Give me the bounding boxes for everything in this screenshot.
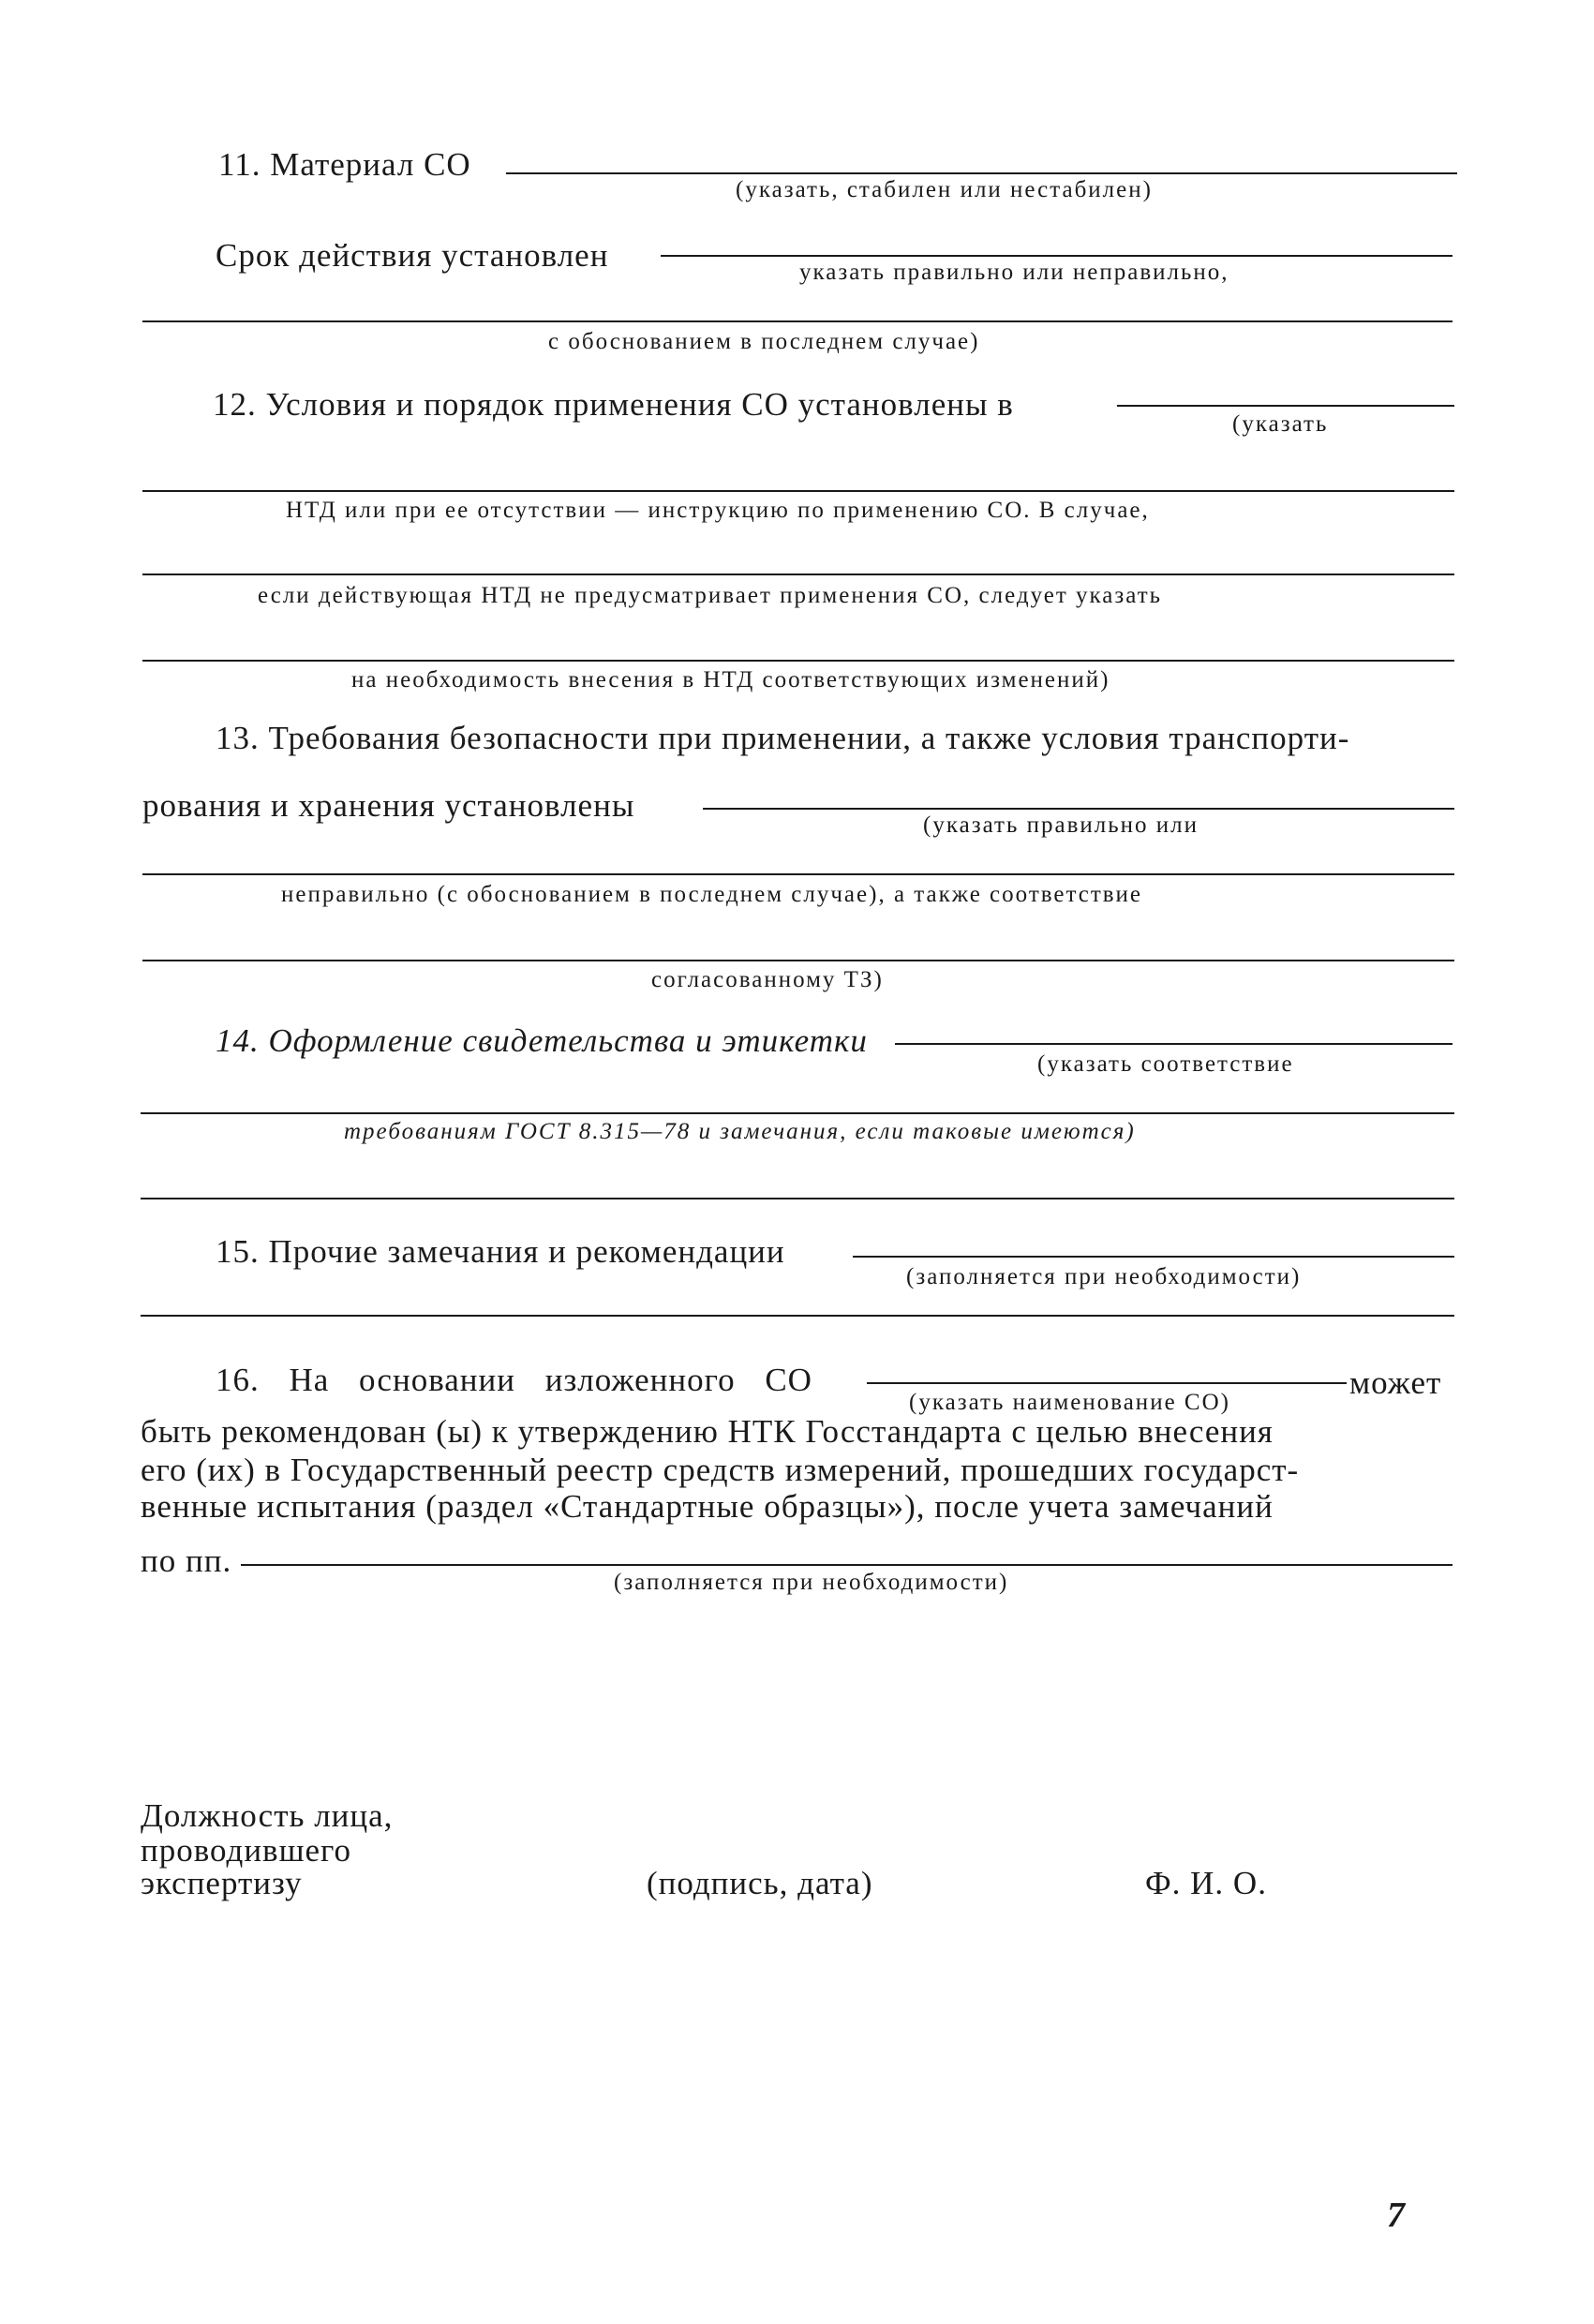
s13-hint3: согласованному ТЗ) bbox=[651, 967, 884, 992]
s12-fill-line-4[interactable] bbox=[142, 660, 1454, 662]
s11-term-lead: Срок действия установлен bbox=[216, 237, 609, 274]
s11-lead: 11. Материал СО bbox=[218, 146, 471, 183]
s16-pp-hint: (заполняется при необходимости) bbox=[614, 1570, 1009, 1595]
s15-hint: (заполняется при необходимости) bbox=[906, 1264, 1302, 1289]
s12-lead: 12. Условия и порядок применения СО установлены в bbox=[213, 386, 1014, 423]
signature-sign-date: (подпись, дата) bbox=[647, 1865, 873, 1901]
s16-pp-lead: по пп. bbox=[141, 1542, 232, 1579]
s16-tail: может bbox=[1349, 1364, 1442, 1401]
s14-fill-line-3[interactable] bbox=[141, 1198, 1454, 1199]
s15-fill-line[interactable] bbox=[853, 1256, 1454, 1258]
s16-body2: его (их) в Государственный реестр средств измерений, прошедших государст- bbox=[141, 1452, 1300, 1488]
s12-hint4: на необходимость внесения в НТД соответствующих изменений) bbox=[351, 667, 1110, 693]
signature-fio: Ф. И. О. bbox=[1145, 1865, 1267, 1901]
s16-body1: быть рекомендован (ы) к утверждению НТК Госстандарта с целью внесения bbox=[141, 1413, 1274, 1450]
s12-hint1: (указать bbox=[1232, 411, 1329, 437]
s12-hint3: если действующая НТД не предусматривает применения СО, следует указать bbox=[258, 583, 1163, 608]
s11-term-hint2: с обоснованием в последнем случае) bbox=[548, 329, 980, 354]
s15-fill-line-2[interactable] bbox=[141, 1315, 1454, 1317]
s14-fill-line-2[interactable] bbox=[141, 1112, 1454, 1114]
s12-fill-line[interactable] bbox=[1117, 405, 1454, 407]
s14-lead: 14. Оформление свидетельства и этикетки bbox=[216, 1022, 868, 1059]
s15-lead: 15. Прочие замечания и рекомендации bbox=[216, 1233, 785, 1270]
signature-position-line1: Должность лица, bbox=[141, 1797, 394, 1834]
s13-fill-line-2[interactable] bbox=[142, 873, 1454, 875]
s12-fill-line-2[interactable] bbox=[142, 490, 1454, 492]
s16-hint: (указать наименование СО) bbox=[909, 1390, 1230, 1415]
s16-fill-line[interactable] bbox=[867, 1382, 1347, 1384]
s13-hint1: (указать правильно или bbox=[923, 812, 1199, 838]
s16-lead: 16. На основании изложенного СО bbox=[216, 1362, 812, 1398]
s13-line2: рования и хранения установлены bbox=[142, 787, 635, 824]
s13-hint2: неправильно (с обоснованием в последнем случае), а также соответствие bbox=[281, 882, 1143, 907]
s13-fill-line-3[interactable] bbox=[142, 960, 1454, 961]
s11-term-fill-line-2[interactable] bbox=[142, 320, 1452, 322]
s16-pp-fill-line[interactable] bbox=[241, 1564, 1452, 1566]
s11-hint: (указать, стабилен или нестабилен) bbox=[736, 177, 1153, 202]
s11-fill-line[interactable] bbox=[506, 172, 1457, 174]
s12-hint2: НТД или при ее отсутствии — инструкцию по применению СО. В случае, bbox=[286, 498, 1150, 523]
signature-position-line3: экспертизу bbox=[141, 1865, 303, 1901]
page-number: 7 bbox=[1387, 2196, 1405, 2235]
s13-line1: 13. Требования безопасности при применении, а также условия транспорти- bbox=[216, 720, 1350, 756]
s14-fill-line[interactable] bbox=[895, 1043, 1452, 1045]
s14-hint2: требованиям ГОСТ 8.315—78 и замечания, если таковые имеются) bbox=[344, 1119, 1136, 1144]
s13-fill-line[interactable] bbox=[703, 808, 1454, 810]
s11-term-fill-line[interactable] bbox=[661, 255, 1452, 257]
s12-fill-line-3[interactable] bbox=[142, 574, 1454, 575]
s16-body3: венные испытания (раздел «Стандартные образцы»), после учета замечаний bbox=[141, 1488, 1274, 1525]
s14-hint1: (указать соответствие bbox=[1037, 1051, 1294, 1077]
s11-term-hint1: указать правильно или неправильно, bbox=[799, 260, 1229, 285]
signature-position-line2: проводившего bbox=[141, 1832, 352, 1869]
